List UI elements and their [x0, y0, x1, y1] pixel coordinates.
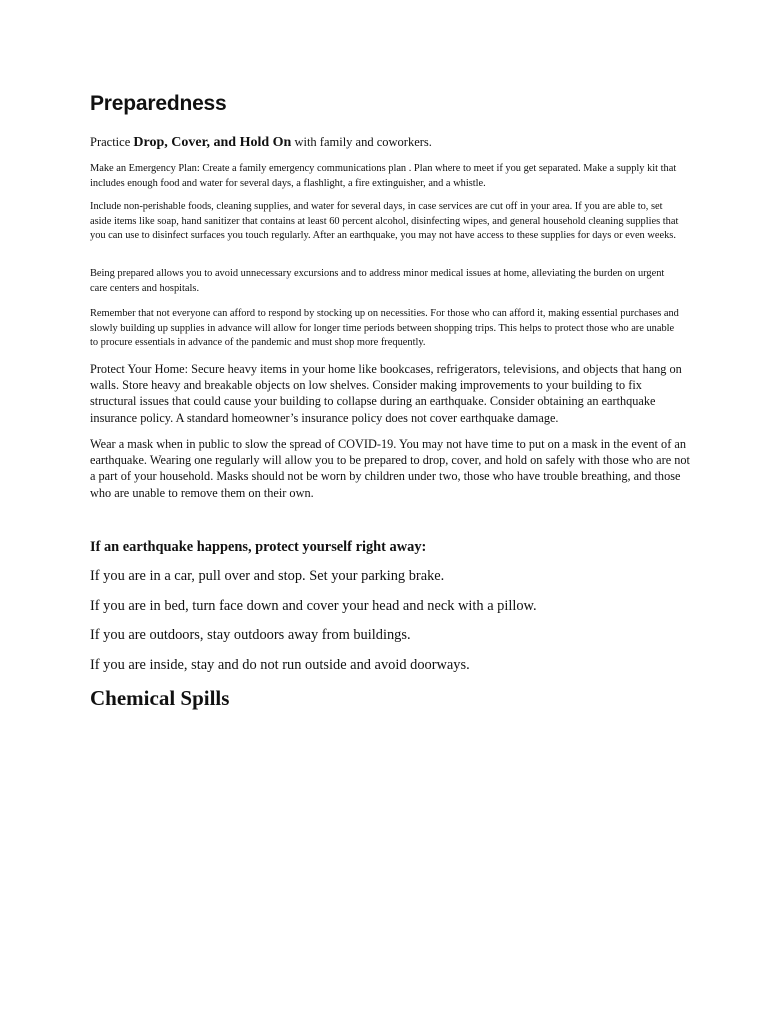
- practice-bold: Drop, Cover, and Hold On: [133, 135, 292, 150]
- paragraph-stocking-up: Remember that not everyone can afford to respond by stocking up on necessities. For those who can afford it, making essential purchases and slowly building up supplies in advance will allow for longer time periods between shopping trips. This helps to protect those who are unable to procure essentials in advance of the pandemic and must shop more frequently.: [90, 308, 679, 349]
- heading-preparedness: Preparedness: [90, 92, 227, 115]
- paragraph-supplies: Include non-perishable foods, cleaning supplies, and water for several days, in case services are cut off in your area. If you are able to, set aside items like soap, hand sanitizer that contains at least 60 percent alcohol, disinfecting wipes, and general household cleaning supplies that you can use to disinfect surfaces you touch regularly. After an earthquake, you may not have access to these supplies for days or even weeks.: [90, 201, 679, 242]
- paragraph-being-prepared: Being prepared allows you to avoid unnecessary excursions and to address minor medical issues at home, alleviating the burden on urgent care centers and hospitals.: [90, 268, 665, 294]
- paragraph-protect-home: Protect Your Home: Secure heavy items in your home like bookcases, refrigerators, televisions, and objects that hang on walls. Store heavy and breakable objects on low shelves. Consider making improvements to your building to fix structural issues that could cause your building to collapse during an earthquake. Consider obtaining an earthquake insurance policy. A standard homeowner’s insurance policy does not cover earthquake damage.: [90, 362, 682, 425]
- earthquake-item-car: If you are in a car, pull over and stop. Set your parking brake.: [90, 568, 445, 584]
- practice-line: [90, 134, 680, 151]
- practice-suffix: with family and coworkers.: [291, 135, 432, 149]
- paragraph-emergency-plan: Make an Emergency Plan: Create a family emergency communications plan . Plan where to meet if you get separated. Make a supply kit that includes enough food and water for several days, a flashlight, a fire extinguisher, and a whistle.: [90, 163, 677, 189]
- earthquake-item-inside: If you are inside, stay and do not run outside and avoid doorways.: [90, 657, 470, 673]
- earthquake-heading: If an earthquake happens, protect yourself right away:: [90, 539, 427, 555]
- heading-chemical-spills: Chemical Spills: [90, 686, 230, 710]
- paragraph-wear-mask: Wear a mask when in public to slow the spread of COVID-19. You may not have time to put on a mask in the event of an earthquake. Wearing one regularly will allow you to be prepared to drop, cover, and hold on safely with those who are not a part of your household. Masks should not be worn by children under two, those who have trouble breathing, and those who are unable to remove them on their own.: [90, 437, 690, 500]
- earthquake-item-outdoors: If you are outdoors, stay outdoors away from buildings.: [90, 627, 411, 643]
- practice-prefix: Practice: [90, 135, 134, 149]
- earthquake-item-bed: If you are in bed, turn face down and cover your head and neck with a pillow.: [90, 598, 537, 614]
